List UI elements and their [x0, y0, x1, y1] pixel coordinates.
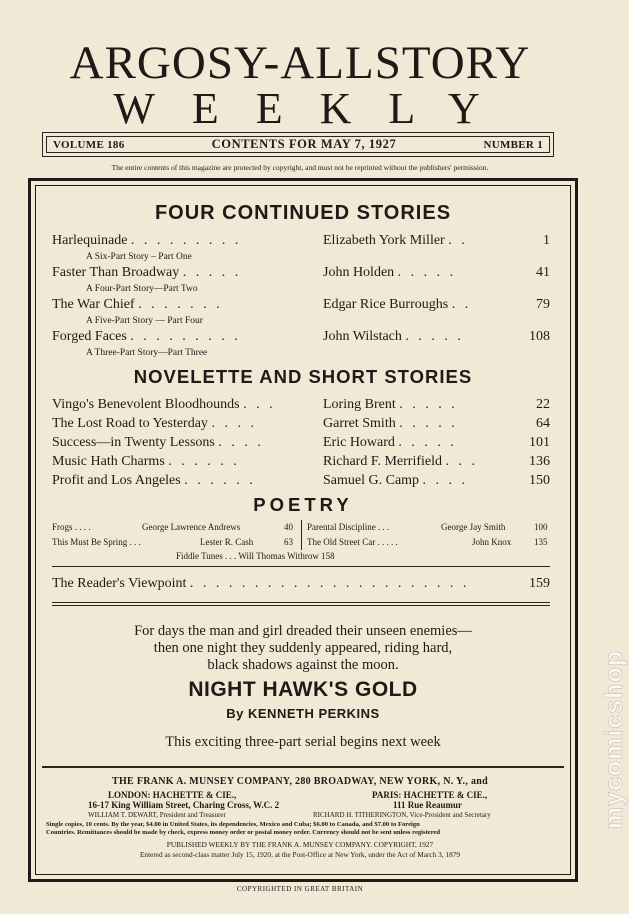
paris-address: 111 Rue Reaumur [393, 800, 463, 810]
promo-line: black shadows against the moon. [207, 657, 399, 673]
story-title: Faster Than Broadway [52, 265, 180, 280]
poem-author: Lester R. Cash [200, 537, 254, 547]
leader-dots: . . . [225, 551, 237, 561]
poem-page: 63 [284, 537, 293, 547]
leader-dots: . . . . [211, 416, 257, 431]
poem-title: Frogs [52, 522, 73, 532]
divider [52, 602, 550, 603]
story-title: The War Chief [52, 297, 135, 312]
officer-vice-president: RICHARD H. TITHERINGTON, Vice-President and Secretary [313, 811, 491, 819]
divider [52, 566, 550, 567]
leader-dots: . . . . . [377, 537, 398, 547]
leader-dots: . . . . . . . . . . . . . . . . . . . . . . [189, 576, 470, 591]
divider [42, 766, 564, 768]
leader-dots: . . . . . . . . . [130, 329, 241, 344]
leader-dots: . . . . . . [184, 473, 256, 488]
entry-notice: Entered as second-class matter July 15, 1920, at the Post-Office at New York, under the Act of March 3, 1879 [139, 850, 461, 859]
leader-dots: . . . . . [399, 397, 458, 412]
footer-copyright: COPYRIGHTED IN GREAT BRITAIN [236, 885, 364, 893]
toc-entry [52, 434, 550, 452]
page-number: 159 [529, 576, 550, 591]
part-note: A Six-Part Story – Part One [86, 252, 192, 262]
story-author: Loring Brent [323, 397, 396, 412]
toc-entry [52, 396, 550, 414]
poem-title: This Must Be Spring [52, 537, 128, 547]
officer-president: WILLIAM T. DEWART, President and Treasurer [88, 811, 226, 819]
toc-entry [52, 453, 550, 471]
story-author: Richard F. Merrifield [323, 454, 443, 469]
toc-entry [52, 232, 550, 250]
story-title: Profit and Los Angeles [52, 473, 181, 488]
publisher-line: THE FRANK A. MUNSEY COMPANY, 280 BROADWAY, NEW YORK, N. Y., and [112, 776, 488, 787]
novelette-heading: NOVELETTE AND SHORT STORIES [133, 366, 473, 387]
toc-entry [52, 575, 550, 593]
toc-entry [52, 264, 550, 282]
promo-line: then one night they suddenly appeared, riding hard, [153, 640, 453, 656]
story-title: Success—in Twenty Lessons [52, 435, 215, 450]
serial-title: NIGHT HAWK'S GOLD [188, 678, 418, 701]
page-number: 22 [536, 397, 550, 412]
story-title: The Reader's Viewpoint [52, 576, 187, 591]
poem-entry-center [176, 551, 335, 561]
page-number: 64 [536, 416, 550, 431]
london-label: LONDON: HACHETTE & CIE., [108, 790, 237, 800]
remittance-terms: Countries. Remittances should be made by check, express money order or postal money order. Currency should not be sent unless registered [46, 829, 441, 836]
leader-dots: . . . . [218, 435, 264, 450]
leader-dots: . . . . . . . [138, 297, 223, 312]
continued-heading: FOUR CONTINUED STORIES [154, 202, 452, 224]
copyright-notice: The entire contents of this magazine are protected by copyright, and must not be reprinted without the publishers' permission. [111, 163, 489, 172]
poetry-column-divider [301, 520, 302, 550]
toc-entry [52, 472, 550, 490]
story-title: Harlequinade [52, 233, 128, 248]
poem-page: 158 [321, 551, 335, 561]
story-author: Eric Howard [323, 435, 395, 450]
story-author: Elizabeth York Miller [323, 233, 445, 248]
poem-author: George Jay Smith [441, 522, 506, 532]
volume-label: VOLUME 186 [53, 138, 125, 151]
paris-label: PARIS: HACHETTE & CIE., [372, 790, 488, 800]
contents-date: CONTENTS FOR MAY 7, 1927 [211, 137, 397, 151]
part-note: A Five-Part Story — Part Four [86, 316, 203, 326]
story-author: John Holden [323, 265, 395, 280]
toc-entry [52, 415, 550, 433]
page-number: 79 [536, 297, 550, 312]
leader-dots: . . . [129, 537, 141, 547]
watermark: mycomicshop [600, 650, 628, 830]
poem-title: The Old Street Car [307, 537, 376, 547]
leader-dots: . . . . [422, 473, 469, 488]
story-title: Music Hath Charms [52, 454, 165, 469]
number-label: NUMBER 1 [483, 138, 543, 151]
story-author: Garret Smith [323, 416, 396, 431]
leader-dots: . . [448, 233, 468, 248]
leader-dots: . . . . . [397, 265, 457, 280]
page-number: 150 [529, 473, 550, 488]
page-number: 136 [529, 454, 550, 469]
leader-dots: . . . . . [399, 416, 458, 431]
subscription-terms: Single copies, 10 cents. By the year, $4.00 in United States, its dependencies, Mexico and Cuba; $6.00 to Canada, and $7.00 to Foreign [46, 821, 420, 828]
leader-dots: . . . . . [182, 265, 242, 280]
part-note: A Four-Part Story—Part Two [86, 284, 198, 294]
story-title: Forged Faces [52, 329, 127, 344]
leader-dots: . . . . . . [168, 454, 240, 469]
story-author: Samuel G. Camp [323, 473, 420, 488]
serial-announcement: This exciting three-part serial begins next week [165, 734, 441, 750]
london-address: 16-17 King William Street, Charing Cross, W.C. 2 [88, 800, 280, 810]
masthead-subtitle: WEEKLY [113, 84, 517, 133]
leader-dots: . . . . . . . . . [130, 233, 242, 248]
page-number: 108 [529, 329, 550, 344]
poem-entry [52, 522, 91, 532]
leader-dots: . . . [445, 454, 479, 469]
page-number: 1 [543, 233, 550, 248]
serial-byline: By KENNETH PERKINS [226, 706, 380, 721]
page-number: 41 [536, 265, 550, 280]
leader-dots: . . . . . [398, 435, 457, 450]
poem-author: George Lawrence Andrews [142, 522, 241, 532]
poem-title: Parental Discipline [307, 522, 376, 532]
leader-dots: . . . . [74, 522, 91, 532]
poem-page: 100 [534, 522, 548, 532]
leader-dots: . . . [243, 397, 276, 412]
page-number: 101 [529, 435, 550, 450]
leader-dots: . . [451, 297, 472, 312]
poem-author: Will Thomas Withrow [238, 551, 319, 561]
story-title: Vingo's Benevolent Bloodhounds [52, 397, 240, 412]
leader-dots: . . . . . [405, 329, 464, 344]
poem-page: 40 [284, 522, 293, 532]
toc-entry [52, 296, 550, 314]
divider [52, 605, 550, 606]
poem-author: John Knox [472, 537, 512, 547]
poem-entry [307, 537, 398, 547]
poem-entry [52, 537, 141, 547]
promo-line: For days the man and girl dreaded their unseen enemies— [134, 623, 472, 639]
published-notice: PUBLISHED WEEKLY BY THE FRANK A. MUNSEY COMPANY. COPYRIGHT, 1927 [166, 840, 434, 849]
story-author: John Wilstach [323, 329, 402, 344]
poem-entry [307, 522, 389, 532]
masthead-title: ARGOSY-ALLSTORY [69, 37, 531, 89]
leader-dots: . . . [377, 522, 390, 532]
story-title: The Lost Road to Yesterday [52, 416, 208, 431]
poetry-heading: POETRY [253, 494, 353, 515]
poem-page: 135 [534, 537, 548, 547]
poem-title: Fiddle Tunes [176, 551, 223, 561]
issue-info-bar [42, 132, 554, 157]
toc-entry [52, 328, 550, 346]
part-note: A Three-Part Story—Part Three [86, 348, 208, 358]
story-author: Edgar Rice Burroughs [323, 297, 449, 312]
